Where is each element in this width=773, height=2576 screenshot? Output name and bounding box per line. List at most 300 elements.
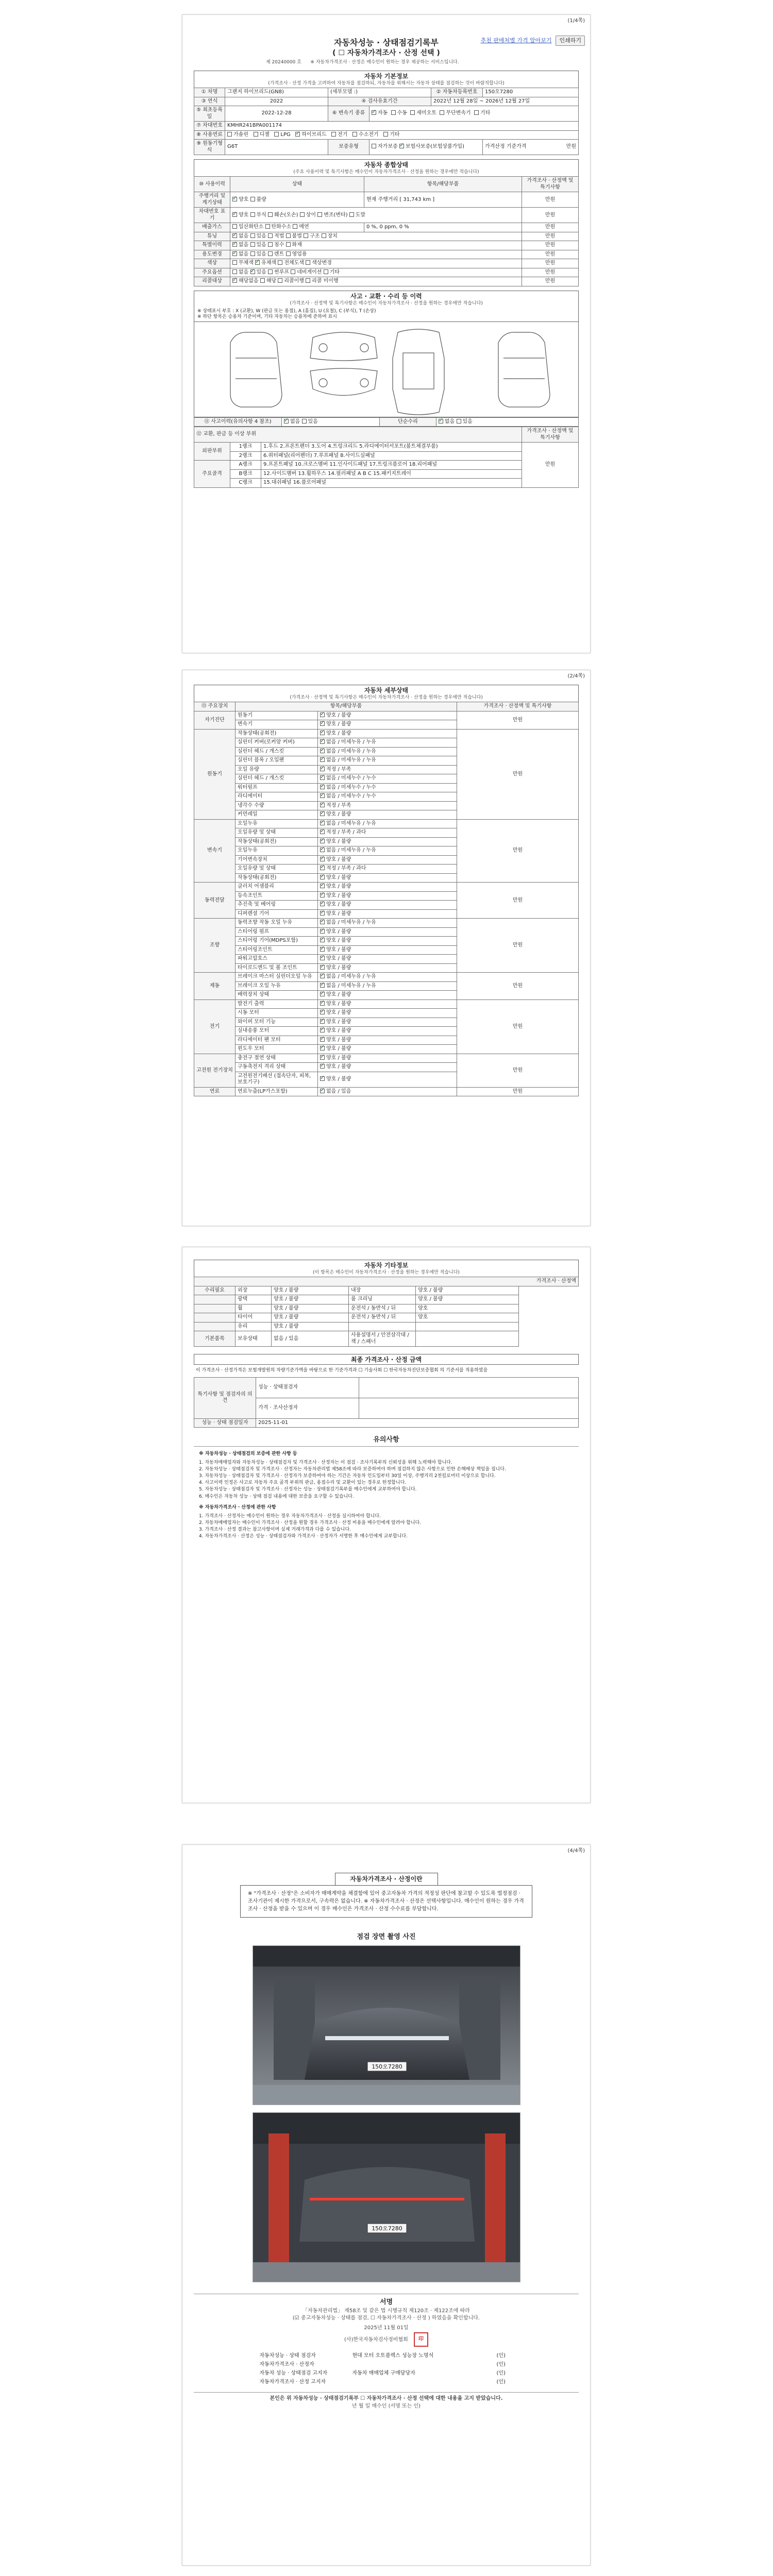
- status-checkbox[interactable]: [250, 197, 255, 201]
- inspection-date-label: 성능 · 상태 점검일자: [194, 1418, 256, 1428]
- detail-state-checkbox[interactable]: [320, 920, 325, 924]
- detail-item-label: 클러치 어셈블리: [236, 883, 318, 892]
- signatures-table: [258, 2352, 515, 2387]
- status-checkbox[interactable]: [304, 233, 308, 238]
- accident-options: [282, 417, 380, 427]
- status-checkbox[interactable]: [250, 242, 255, 247]
- frame-parts-label: 주요골격: [194, 461, 230, 488]
- fuel-opt: 하이브리드: [301, 131, 327, 138]
- status-checkbox[interactable]: [324, 269, 328, 274]
- detail-item-label: 라디에이터 팬 모터: [236, 1036, 318, 1045]
- overall-status-title: 자동차 종합상태: [194, 159, 579, 170]
- rear-plate-text: 150오7280: [371, 2225, 402, 2232]
- top-actions: [480, 36, 585, 46]
- status-opt: 상이: [306, 212, 316, 218]
- appraiser-label: 가격 · 조사산정자: [256, 1398, 359, 1418]
- etc-cell: [194, 1322, 236, 1331]
- detail-status-note: (가격조사 · 산정액 및 특기사항은 매수인이 자동차가격조사 · 산정을 원하는 경우에만 적습니다): [194, 695, 579, 702]
- trans-manual-checkbox[interactable]: [391, 110, 396, 115]
- detail-state-checkbox[interactable]: [320, 811, 325, 816]
- detail-item-label: 스티어링조인트: [236, 945, 318, 955]
- signer-name: 자동차 매매업체 구매담당자: [352, 2370, 415, 2377]
- detail-state-text: 양호 / 불량: [326, 910, 351, 917]
- status-checkbox[interactable]: [232, 197, 237, 201]
- detail-item-label: 등속조인트: [236, 891, 318, 901]
- detail-state-checkbox[interactable]: [320, 739, 325, 744]
- status-checkbox[interactable]: [278, 260, 282, 265]
- inspector-label: 성능 · 상태점검자: [256, 1377, 359, 1398]
- detail-state-checkbox[interactable]: [320, 775, 325, 780]
- fuel-gasoline-checkbox[interactable]: [227, 132, 232, 137]
- rank-items: 1.후드 2.프론트펜더 3.도어 4.트렁크리드 5.라디에이터서포트(볼트체결부품): [261, 443, 522, 452]
- detail-state-text: 없음 / 미세누유 / 누유: [326, 920, 376, 926]
- legend-line-1: ※ 상태표시 부호 : X (교환), W (판금 또는 용접), A (흠집), U (요철), C (부식), T (손상): [197, 309, 376, 314]
- car-right-side: [498, 332, 550, 407]
- detail-item-state: [318, 1045, 457, 1054]
- status-checkbox[interactable]: [250, 269, 255, 274]
- detail-item-label: 실린더 커버(로커암 커버): [236, 738, 318, 748]
- status-checkbox[interactable]: [232, 269, 237, 274]
- detail-item-state: [318, 711, 457, 720]
- detail-state-checkbox[interactable]: [320, 884, 325, 888]
- detail-state-checkbox[interactable]: [320, 974, 325, 978]
- detail-state-checkbox[interactable]: [320, 1001, 325, 1006]
- notes-title: 유의사항: [194, 1436, 579, 1447]
- detail-item-label: 스티어링 펌프: [236, 927, 318, 937]
- status-opt: 색상변경: [312, 260, 332, 266]
- car-diagram: [194, 321, 579, 417]
- detail-state-text: 양호 / 불량: [326, 1064, 351, 1070]
- year-label: ③ 연식: [194, 97, 225, 106]
- detail-state-checkbox[interactable]: [320, 821, 325, 825]
- status-checkbox[interactable]: [260, 278, 265, 283]
- fuel-opt: LPG: [280, 131, 291, 138]
- detail-state-text: 양호 / 불량: [326, 874, 351, 880]
- status-opt: 부식: [256, 212, 266, 218]
- detail-state-checkbox[interactable]: [320, 947, 325, 952]
- status-unit: 만원: [522, 192, 579, 208]
- status-unit: 만원: [522, 241, 579, 250]
- status-row-options: [230, 241, 522, 250]
- status-checkbox[interactable]: [291, 269, 295, 274]
- status-checkbox[interactable]: [255, 260, 260, 265]
- note-item: 6. 매수인은 자동차 성능 · 상태 점검 내용에 대한 보증을 요구할 수 있습니다.: [199, 1494, 354, 1499]
- buyer-sign-line: 년 월 일 매수인 (서명 또는 인): [351, 2403, 421, 2409]
- appraisal-box-title: 자동차가격조사 · 산정이란: [335, 1873, 438, 1885]
- detail-state-checkbox[interactable]: [320, 1019, 325, 1024]
- detail-state-checkbox[interactable]: [320, 803, 325, 807]
- headlight-bar: [325, 2036, 449, 2040]
- front-photo-svg: [253, 1946, 520, 2105]
- print-button[interactable]: 인쇄하기: [556, 36, 585, 46]
- price-guide-link[interactable]: 추천 판매처별 가격 알아보기: [480, 37, 552, 44]
- trans-opt: 세미오토: [416, 110, 437, 116]
- status-checkbox[interactable]: [232, 260, 237, 265]
- signer-name: [350, 2378, 495, 2387]
- note-item: 1. 가격조사 · 산정자는 매수인이 원하는 경우 자동차가격조사 · 산정을 실시하여야 합니다.: [199, 1513, 381, 1519]
- repair-none-checkbox[interactable]: [439, 419, 443, 423]
- detail-state-checkbox[interactable]: [320, 1010, 325, 1014]
- detail-state-checkbox[interactable]: [320, 749, 325, 753]
- mileage-value: 현재 주행거리 [ 31,743 km ]: [364, 192, 522, 208]
- fuel-hybrid-checkbox[interactable]: [295, 132, 300, 137]
- etc-info-table: [194, 1277, 579, 1347]
- detail-item-state: [318, 810, 457, 820]
- detail-item-state: [318, 1027, 457, 1036]
- detail-state-checkbox[interactable]: [320, 875, 325, 879]
- detail-item-label: 작동상태(공회전): [236, 837, 318, 846]
- page-number: (4/4쪽): [567, 1848, 585, 1854]
- status-checkbox[interactable]: [300, 212, 305, 217]
- detail-state-checkbox[interactable]: [320, 1037, 325, 1042]
- etc-cell: 운전석 / 동반석 / 뒤: [349, 1313, 416, 1323]
- status-checkbox[interactable]: [349, 212, 354, 217]
- status-checkbox[interactable]: [306, 278, 310, 283]
- fuel-etc-checkbox[interactable]: [383, 132, 388, 137]
- status-checkbox[interactable]: [250, 251, 255, 256]
- car-front-view: [310, 332, 377, 361]
- detail-state-checkbox[interactable]: [320, 757, 325, 762]
- detail-item-state: [318, 855, 457, 865]
- detail-state-checkbox[interactable]: [320, 893, 325, 897]
- detail-group-label: 자기진단: [194, 711, 236, 729]
- status-checkbox[interactable]: [268, 251, 273, 256]
- detail-state-checkbox[interactable]: [320, 866, 325, 870]
- detail-item-label: 커먼레일: [236, 810, 318, 820]
- detail-item-state: [318, 783, 457, 792]
- detail-item-label: 작동상태(공회전): [236, 729, 318, 738]
- buyer-confirm-text: 본인은 위 자동차성능 · 상태점검기록부 ☐ 자동차가격조사 · 산정 선택에 대한 내용을 고지 받았습니다.: [194, 2392, 579, 2402]
- status-checkbox[interactable]: [306, 260, 310, 265]
- status-row-label: 색상: [194, 259, 230, 268]
- fuel-opt: 디젤: [259, 131, 270, 138]
- status-checkbox[interactable]: [250, 233, 255, 238]
- status-checkbox[interactable]: [268, 242, 273, 247]
- detail-state-text: 양호 / 불량: [326, 902, 351, 908]
- detail-item-state: [318, 1009, 457, 1018]
- trans-opt: 무단변속기: [446, 110, 471, 116]
- detail-head-price: 가격조사 · 산정액 및 특기사항: [457, 702, 579, 711]
- status-row-label: 주행거리 및 계기상태: [194, 192, 230, 208]
- status-checkbox[interactable]: [317, 212, 322, 217]
- etc-cell: 외장: [236, 1286, 272, 1295]
- signature-date: 2025년 11월 01일: [364, 2325, 409, 2331]
- detail-group-unit: 만원: [457, 1054, 579, 1087]
- status-checkbox[interactable]: [232, 233, 237, 238]
- accident-none-checkbox[interactable]: [284, 419, 289, 423]
- detail-item-state: [318, 1087, 457, 1096]
- price-basis-unit: 만원: [566, 144, 576, 150]
- rank-label: 2랭크: [230, 451, 261, 461]
- detail-item-label: 오일누유: [236, 846, 318, 856]
- status-checkbox[interactable]: [268, 212, 273, 217]
- signer-seal: (인): [496, 2353, 506, 2359]
- detail-state-text: 양호 / 불량: [326, 730, 351, 736]
- status-checkbox[interactable]: [232, 224, 237, 229]
- detail-item-label: 라디에이터: [236, 792, 318, 802]
- trans-semi-checkbox[interactable]: [410, 110, 415, 115]
- fuel-ev-checkbox[interactable]: [331, 132, 336, 137]
- detail-item-state: [318, 927, 457, 937]
- detail-item-label: 와이퍼 모터 기능: [236, 1018, 318, 1027]
- fuel-lpg-checkbox[interactable]: [274, 132, 279, 137]
- status-opt: 유채색: [261, 260, 277, 266]
- accident-parts-table: [194, 427, 579, 488]
- etc-cell: [416, 1322, 519, 1331]
- detail-state-checkbox[interactable]: [320, 911, 325, 916]
- detail-item-label: 실린더 헤드 / 개스킷: [236, 747, 318, 756]
- status-checkbox[interactable]: [232, 242, 237, 247]
- etc-cell: 룸 크리닝: [349, 1295, 416, 1304]
- status-row-label: 용도변경: [194, 250, 230, 259]
- detail-item-label: 냉각수 수량: [236, 801, 318, 810]
- detail-state-text: 양호 / 불량: [326, 712, 351, 718]
- detail-state-text: 없음 / 미세누수 / 누수: [326, 784, 376, 790]
- detail-item-state: [318, 792, 457, 802]
- detail-state-text: 양호 / 불량: [326, 1055, 351, 1061]
- detail-state-checkbox[interactable]: [320, 1055, 325, 1060]
- status-opt: 해당: [266, 278, 277, 284]
- status-checkbox[interactable]: [250, 212, 255, 217]
- etc-head-row: [194, 1277, 579, 1286]
- detail-item-state: [318, 1018, 457, 1027]
- detail-group-label: 원동기: [194, 729, 236, 819]
- etc-head-price: 가격조사 · 산정액: [194, 1277, 579, 1286]
- detail-state-checkbox[interactable]: [320, 956, 325, 960]
- status-row-options: [230, 232, 522, 241]
- detail-state-checkbox[interactable]: [320, 1064, 325, 1069]
- detail-row: [194, 711, 579, 720]
- etc-cell: 수리필요: [194, 1286, 236, 1295]
- accident-summary-table: [194, 417, 579, 427]
- detail-item-label: 고전원전기배선 (접속단자, 피복, 보호기구): [236, 1072, 318, 1087]
- etc-cell: 사용설명서 / 안전삼각대 / 잭 / 스패너: [349, 1331, 416, 1347]
- detail-state-text: 없음 / 미세누수 / 누수: [326, 793, 376, 800]
- accident-opt: 없음: [290, 418, 300, 425]
- status-opt: 있음: [256, 269, 266, 275]
- status-checkbox[interactable]: [322, 233, 326, 238]
- status-opt: 리콜 미이행: [312, 278, 339, 284]
- status-checkbox[interactable]: [265, 224, 270, 229]
- status-checkbox[interactable]: [232, 251, 237, 256]
- detail-state-text: 양호 / 불량: [326, 1028, 351, 1034]
- etc-cell: 기본품목: [194, 1331, 236, 1347]
- reg-no-label: ② 자동차등록번호: [431, 88, 483, 97]
- detail-state-checkbox[interactable]: [320, 829, 325, 834]
- detail-item-state: [318, 955, 457, 964]
- detail-item-label: 변속기: [236, 720, 318, 730]
- detail-item-label: 오일 유량: [236, 765, 318, 774]
- etc-cell: 광택: [236, 1295, 272, 1304]
- first-reg-value: 2022-12-28: [225, 106, 328, 122]
- status-checkbox[interactable]: [232, 212, 237, 217]
- self-warranty-checkbox[interactable]: [372, 144, 376, 148]
- etc-cell: 양호 / 불량: [272, 1295, 349, 1304]
- appraiser-opinion: [359, 1398, 579, 1418]
- page-number: (1/4쪽): [567, 18, 585, 24]
- signer-seal: (인): [496, 2370, 506, 2377]
- detail-state-text: 양호 / 불량: [326, 811, 351, 818]
- detail-item-state: [318, 837, 457, 846]
- status-opt: 있음: [256, 233, 266, 239]
- status-checkbox[interactable]: [293, 224, 297, 229]
- trans-cvt-checkbox[interactable]: [440, 110, 444, 115]
- trans-auto-checkbox[interactable]: [372, 110, 376, 115]
- detail-head-device: ⑬ 주요장치: [194, 702, 236, 711]
- insurance-warranty-checkbox[interactable]: [399, 144, 404, 148]
- detail-state-checkbox[interactable]: [320, 721, 325, 726]
- etc-cell: 양호 / 불량: [272, 1322, 349, 1331]
- accident-opt: 있음: [308, 418, 318, 425]
- opinion-table: [194, 1377, 579, 1428]
- first-reg-label: ⑤ 최초등록일: [194, 106, 225, 122]
- detail-state-checkbox[interactable]: [320, 1046, 325, 1050]
- inspection-period-label: ④ 검사유효기간: [328, 97, 431, 106]
- detail-state-checkbox[interactable]: [320, 731, 325, 735]
- doc-subtitle: ( ☐ 자동차가격조사 · 산정 선택 ): [332, 49, 440, 57]
- status-row-options: [230, 250, 522, 259]
- etc-cell: [349, 1322, 416, 1331]
- detail-state-text: 양호 / 불량: [326, 1076, 351, 1082]
- detail-state-checkbox[interactable]: [320, 938, 325, 942]
- etc-cell: 타이어: [236, 1313, 272, 1323]
- detail-item-label: 타이로드엔드 및 볼 조인트: [236, 963, 318, 973]
- detail-item-label: 오일유량 및 상태: [236, 828, 318, 838]
- signer-role: 자동차가격조사 · 산정자: [259, 2362, 314, 2368]
- etc-info-note: (이 항목은 매수인이 자동차가격조사 · 산정을 원하는 경우에만 적습니다): [194, 1270, 579, 1277]
- etc-cell: [194, 1313, 236, 1323]
- warranty-opt: 보험사보증(보험상품가입): [405, 144, 464, 150]
- detail-item-state: [318, 738, 457, 748]
- accident-legend: [194, 308, 579, 321]
- car-left-side: [230, 332, 282, 407]
- status-row-options: [230, 192, 364, 208]
- status-checkbox[interactable]: [278, 278, 282, 283]
- notes-list-1: [194, 1447, 579, 1542]
- etc-row: [194, 1331, 579, 1347]
- detail-state-checkbox[interactable]: [320, 1076, 325, 1081]
- detail-state-text: 없음 / 미세누유 / 누유: [326, 820, 376, 826]
- detail-state-checkbox[interactable]: [320, 793, 325, 798]
- etc-row: [194, 1304, 579, 1313]
- detail-item-label: 브레이크 오일 누유: [236, 981, 318, 991]
- photos-title: 점검 장면 촬영 사진: [357, 1933, 416, 1941]
- status-checkbox[interactable]: [268, 269, 273, 274]
- detail-state-checkbox[interactable]: [320, 965, 325, 970]
- signer-name: [350, 2361, 495, 2369]
- detail-state-text: 양호 / 불량: [326, 1019, 351, 1025]
- page-4: [182, 1844, 591, 2566]
- detail-status-table: [194, 702, 579, 1096]
- front-plate-text: 150오7280: [371, 2063, 402, 2071]
- status-checkbox[interactable]: [232, 278, 237, 283]
- detail-state-checkbox[interactable]: [320, 857, 325, 861]
- status-checkbox[interactable]: [286, 233, 291, 238]
- status-row-label: 배출가스: [194, 223, 230, 232]
- detail-item-label: 발전기 출력: [236, 999, 318, 1009]
- detail-row: [194, 883, 579, 892]
- status-opt: 영업용: [292, 251, 307, 257]
- status-row-label: 차대번호 표기: [194, 208, 230, 223]
- doc-number: 제 20240000 호: [266, 59, 301, 65]
- status-opt: 있음: [256, 251, 266, 257]
- fuel-diesel-checkbox[interactable]: [254, 132, 258, 137]
- detail-item-state: [318, 1072, 457, 1087]
- final-price-text: 이 가격조사 · 산정가격은 보험개발원의 차량기준가액을 바탕으로 한 기준가격과 ☐ 기술사회 ☐ 한국자동차진단보증협회 의 기준서를 적용하였음: [196, 1368, 488, 1374]
- status-head-history: ⑩ 사용이력: [194, 177, 230, 192]
- detail-item-state: [318, 999, 457, 1009]
- detail-state-checkbox[interactable]: [320, 713, 325, 717]
- repair-yes-checkbox[interactable]: [457, 419, 461, 423]
- detail-state-checkbox[interactable]: [320, 848, 325, 852]
- status-unit: 만원: [522, 223, 579, 232]
- status-row-label: 특별이력: [194, 241, 230, 250]
- status-checkbox[interactable]: [286, 242, 291, 247]
- notes-sub-1: ※ 자동차성능 · 상태점검의 보증에 관한 사항 등: [199, 1451, 297, 1457]
- car-name-label: ① 차명: [194, 88, 225, 97]
- detail-row: [194, 1054, 579, 1063]
- status-checkbox[interactable]: [268, 233, 273, 238]
- status-unit: 만원: [522, 232, 579, 241]
- detail-state-checkbox[interactable]: [320, 1089, 325, 1093]
- fuel-opt: 가솔린: [233, 131, 248, 138]
- detail-state-checkbox[interactable]: [320, 767, 325, 771]
- detail-group-unit: 만원: [457, 711, 579, 729]
- status-opt: 없음: [239, 251, 249, 257]
- detail-state-checkbox[interactable]: [320, 785, 325, 789]
- etc-cell: [416, 1331, 519, 1347]
- detail-state-checkbox[interactable]: [320, 902, 325, 906]
- status-row-options: [230, 259, 522, 268]
- accident-yes-checkbox[interactable]: [302, 419, 307, 423]
- detail-group-unit: 만원: [457, 883, 579, 919]
- detail-state-text: 양호 / 불량: [326, 964, 351, 971]
- etc-cell: 양호 / 불량: [416, 1295, 519, 1304]
- detail-state-checkbox[interactable]: [320, 983, 325, 988]
- etc-cell: 양호 / 불량: [272, 1286, 349, 1295]
- detail-state-text: 없음 / 미세누유 / 누유: [326, 748, 376, 754]
- detail-item-state: [318, 891, 457, 901]
- detail-group-label: 변속기: [194, 819, 236, 883]
- detail-item-label: 연료누출(LP가스포함): [236, 1087, 318, 1096]
- status-checkbox[interactable]: [286, 251, 291, 256]
- status-row-label: 주요옵션: [194, 268, 230, 277]
- detail-status-title: 자동차 세부상태: [194, 685, 579, 695]
- status-opt: 양호: [239, 196, 249, 202]
- detail-state-checkbox[interactable]: [320, 839, 325, 843]
- notes-sub-2: ※ 자동차가격조사 · 산정에 관한 사항: [199, 1504, 276, 1510]
- status-head-price: 가격조사 · 산정액 및 특기사항: [522, 177, 579, 192]
- parts-unit: 만원: [522, 443, 579, 488]
- detail-state-checkbox[interactable]: [320, 929, 325, 934]
- page-3: [182, 1247, 591, 1803]
- detail-state-checkbox[interactable]: [320, 992, 325, 996]
- rear-photo: [253, 2112, 520, 2282]
- detail-state-text: 양호 / 불량: [326, 1037, 351, 1043]
- note-item: 4. 사고이력 인정은 사고로 자동차 주요 골격 부위의 판금, 용접수리 및 교환이 있는 경우로 한정합니다.: [199, 1480, 407, 1486]
- detail-state-text: 양호 / 불량: [326, 956, 351, 962]
- overall-status-note: (주요 사용이력 및 특기사항은 매수인이 자동차가격조사 · 산정을 원하는 경우에만 적습니다): [194, 170, 579, 176]
- status-opt: 무채색: [239, 260, 254, 266]
- rank-label: C랭크: [230, 479, 261, 488]
- trans-etc-checkbox[interactable]: [474, 110, 479, 115]
- note-item: 2. 자동차매매업자는 매수인이 가격조사 · 산정을 원할 경우 가격조사 · 산정 비용을 매수인에게 알려야 합니다.: [199, 1520, 422, 1526]
- fuel-hydrogen-checkbox[interactable]: [352, 132, 357, 137]
- detail-state-text: 없음 / 미세누유 / 누유: [326, 848, 376, 854]
- signature-title: 서명: [194, 2294, 579, 2307]
- detail-state-text: 없음 / 미세누유 / 누유: [326, 757, 376, 764]
- detail-state-checkbox[interactable]: [320, 1028, 325, 1032]
